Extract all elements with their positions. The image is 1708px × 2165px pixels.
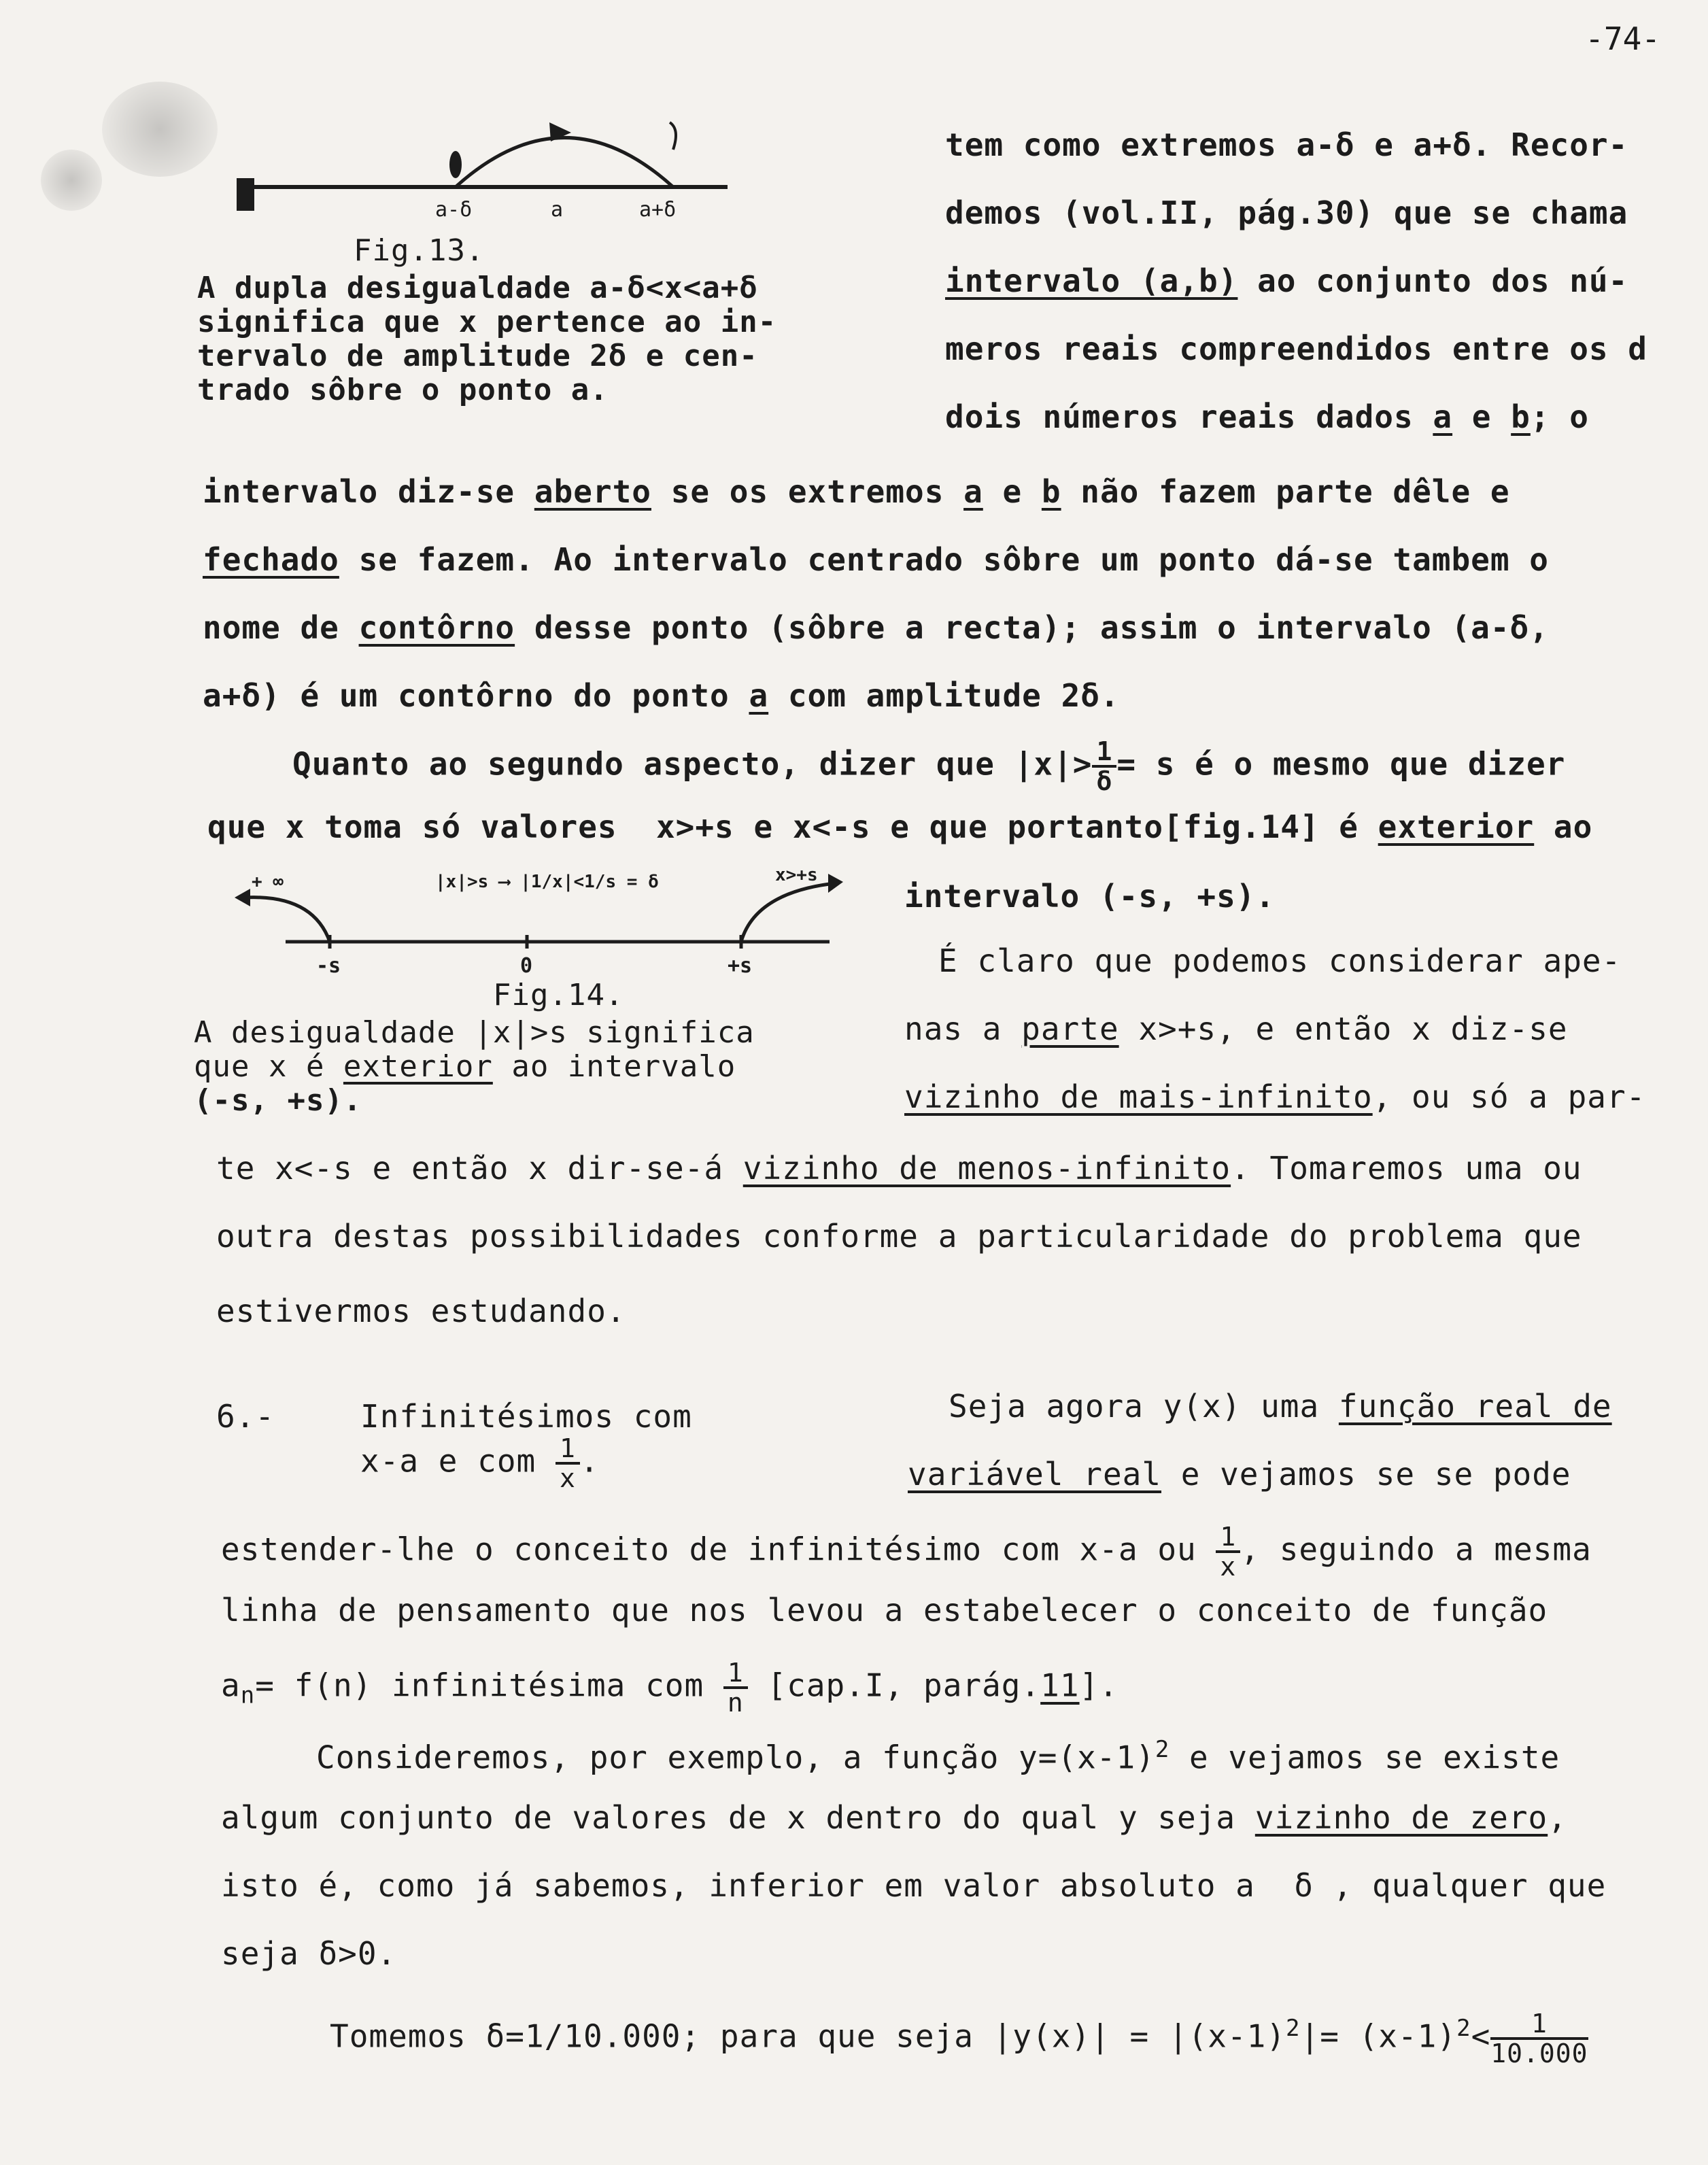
fraction: $\frac{1}{\delta}$ bbox=[1092, 738, 1116, 795]
fig13-tick-center: a bbox=[551, 198, 564, 222]
fig14-top-label-left: + ∞ bbox=[252, 872, 284, 892]
text-line: isto é, como já sabemos, inferior em valor absoluto a δ , qualquer que bbox=[221, 1867, 1607, 1904]
text-line: nome de contôrno desse ponto (sôbre a recta); assim o intervalo (a-δ, bbox=[203, 609, 1549, 646]
fraction: $\frac{1}{x}$ bbox=[1216, 1523, 1240, 1580]
fig13-caption-line: tervalo de amplitude 2δ e cen- bbox=[197, 339, 758, 373]
text-line: intervalo diz-se aberto se os extremos a e b não fazem parte dêle e bbox=[203, 473, 1510, 510]
text-line: vizinho de mais-infinito, ou só a par- bbox=[904, 1078, 1646, 1115]
text-line: tem como extremos a-δ e a+δ. Recor- bbox=[945, 126, 1628, 163]
term-fechado: fechado bbox=[203, 541, 339, 578]
text-line: $a_n= f(n)$ infinitésima com $\frac{1}{n}$ [cap.I, parág.11]. bbox=[221, 1658, 1118, 1718]
section-number: 6.- bbox=[216, 1398, 275, 1435]
fig13-tick-right: a+δ bbox=[639, 198, 677, 222]
text-line: Tomemos δ=1/10.000; para que seja $|y(x)| = |(x-1)^2|= (x-1)^2<$ $\frac{1}{10.000}$ bbox=[330, 2008, 1588, 2068]
text-line: fechado se fazem. Ao intervalo centrado sôbre um ponto dá-se tambem o bbox=[203, 541, 1549, 578]
term-parte: parte bbox=[1021, 1010, 1119, 1047]
section-title: x-a e com $\frac{1}{x}$ . bbox=[360, 1433, 600, 1493]
fig13-tick-left: a-δ bbox=[435, 198, 473, 222]
fig13-diagram bbox=[231, 102, 748, 238]
text-line: dois números reais dados a e b; o bbox=[945, 398, 1589, 435]
section-title: Infinitésimos com bbox=[360, 1398, 692, 1435]
fig14-diagram bbox=[231, 867, 870, 983]
term-vizinho-menos-infinito: vizinho de menos-infinito bbox=[742, 1150, 1231, 1187]
text-line: intervalo (-s, +s). bbox=[904, 878, 1276, 915]
fraction: $\frac{1}{n}$ bbox=[723, 1659, 748, 1716]
text-line: nas a parte x>+s, e então x diz-se bbox=[904, 1010, 1568, 1047]
text-line: Consideremos, por exemplo, a função $y=(x-1)^2$ e vejamos se existe bbox=[316, 1736, 1560, 1776]
fig13-label: Fig.13. bbox=[354, 233, 485, 268]
fig13-caption-line: significa que x pertence ao in- bbox=[197, 305, 777, 339]
text-line: É claro que podemos considerar ape- bbox=[938, 942, 1622, 979]
text-line: Quanto ao segundo aspecto, dizer que |x|> $\frac{1}{\delta}$ = s é o mesmo que dizer bbox=[292, 736, 1566, 796]
text-line: outra destas possibilidades conforme a particularidade do problema que bbox=[216, 1218, 1582, 1255]
ink-smudge bbox=[41, 150, 102, 211]
fig14-caption-line: que x é exterior ao intervalo bbox=[194, 1049, 736, 1084]
ink-smudge bbox=[102, 82, 218, 177]
term-vizinho-mais-infinito: vizinho de mais-infinito bbox=[904, 1078, 1373, 1115]
fraction: $\frac{1}{x}$ bbox=[556, 1435, 580, 1492]
text-line: Seja agora y(x) uma função real de bbox=[949, 1388, 1612, 1425]
page-number: -74- bbox=[1585, 20, 1660, 57]
text-line: a+δ) é um contôrno do ponto a com amplitude 2δ. bbox=[203, 677, 1120, 714]
fig14-tick-right: +s bbox=[728, 954, 753, 978]
text-line: estender-lhe o conceito de infinitésimo com x-a ou $\frac{1}{x}$ , seguindo a mesma bbox=[221, 1522, 1592, 1582]
fig14-top-label-mid: |x|>s ⟶ |1/x|<1/s = δ bbox=[435, 872, 659, 892]
term-contorno: contôrno bbox=[358, 609, 515, 646]
text-line: estivermos estudando. bbox=[216, 1293, 626, 1329]
term-vizinho-de-zero: vizinho de zero bbox=[1254, 1799, 1548, 1836]
text-line: variável real e vejamos se se pode bbox=[908, 1456, 1571, 1493]
fig13-caption-line: trado sôbre o ponto a. bbox=[197, 373, 609, 407]
text-line: te x<-s e então x dir-se-á vizinho de menos-infinito. Tomaremos uma ou bbox=[216, 1150, 1582, 1187]
text-line: linha de pensamento que nos levou a estabelecer o conceito de função bbox=[221, 1592, 1548, 1629]
fig14-caption-line: (-s, +s). bbox=[194, 1083, 362, 1118]
text-line: intervalo (a,b) ao conjunto dos nú- bbox=[945, 262, 1628, 299]
fig13-caption-line: A dupla desigualdade a-δ<x<a+δ bbox=[197, 271, 758, 305]
fig14-label: Fig.14. bbox=[493, 978, 624, 1012]
fig14-caption-line: A desigualdade |x|>s significa bbox=[194, 1015, 755, 1050]
fig14-tick-left: -s bbox=[316, 954, 341, 978]
term-exterior: exterior bbox=[1378, 808, 1535, 845]
term-variavel-real: variável real bbox=[908, 1456, 1162, 1493]
fig14-top-label-right: x>+s bbox=[775, 865, 818, 885]
text-line: meros reais compreendidos entre os d bbox=[945, 330, 1647, 367]
term-intervalo: intervalo (a,b) bbox=[945, 262, 1238, 299]
fraction: $\frac{1}{10.000}$ bbox=[1490, 2008, 1588, 2068]
text-line: algum conjunto de valores de x dentro do qual y seja vizinho de zero, bbox=[221, 1799, 1567, 1836]
text-line: demos (vol.II, pág.30) que se chama bbox=[945, 194, 1628, 231]
term-funcao-real: função real de bbox=[1338, 1388, 1612, 1425]
text-line: seja δ>0. bbox=[221, 1935, 397, 1972]
term-aberto: aberto bbox=[534, 473, 651, 510]
text-line: que x toma só valores x>+s e x<-s e que portanto[fig.14] é exterior ao bbox=[207, 808, 1593, 845]
fig14-tick-center: 0 bbox=[520, 954, 533, 978]
